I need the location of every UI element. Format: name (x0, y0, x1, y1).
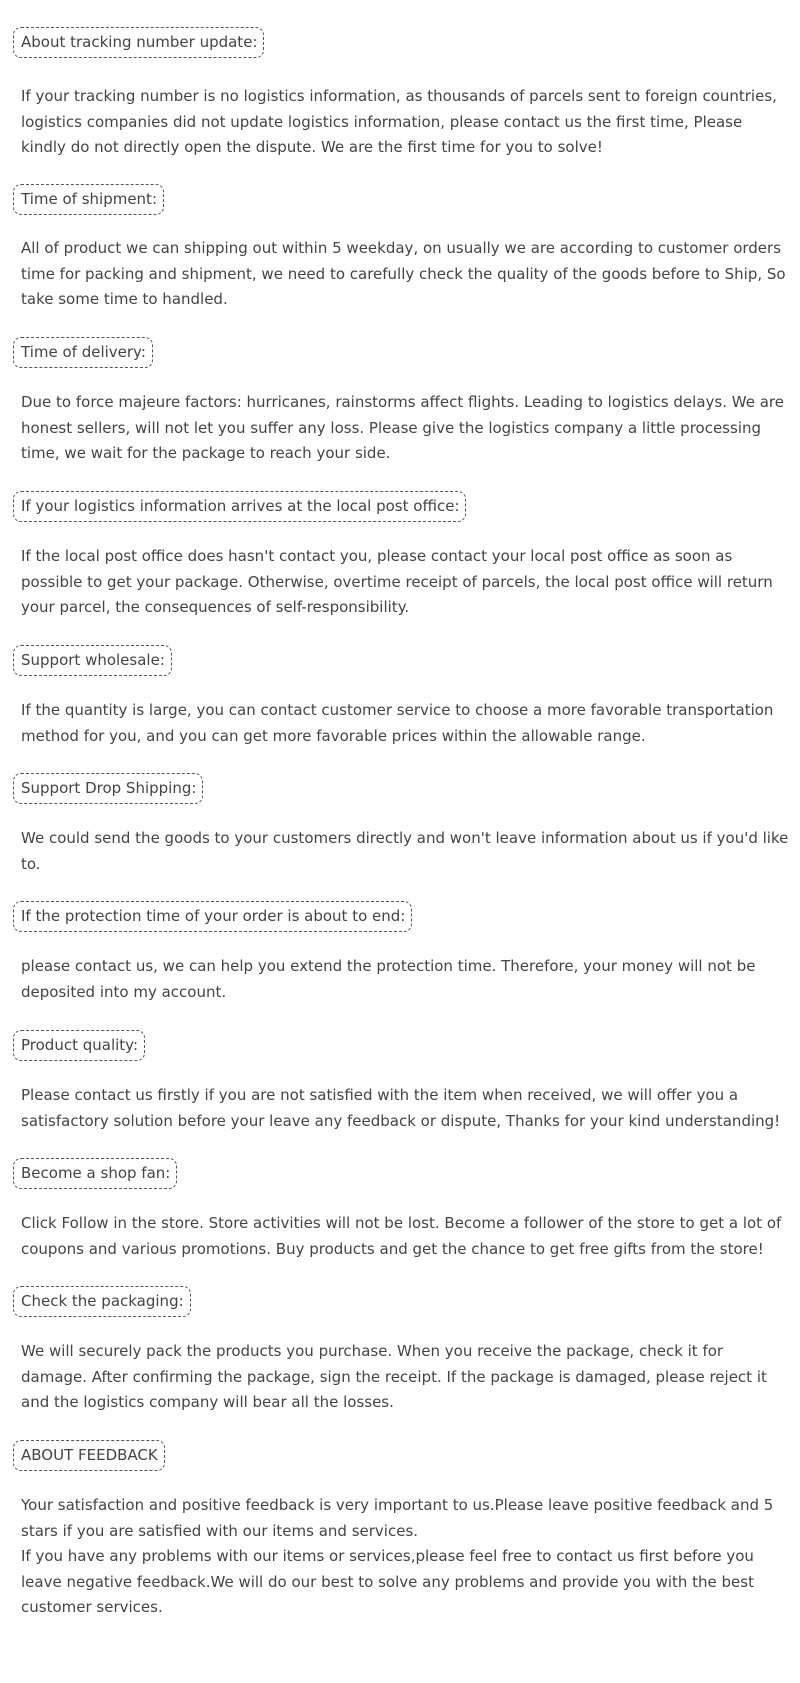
section-text-shop-fan (21, 1211, 791, 1262)
paragraph: If your tracking number is no logistics information, as thousands of parcels sent to foreign countries, logistics companies did not update logistics information, please contact us the first time, Please kindly do not directly open the dispute. We are the first time for you to solve! (21, 87, 777, 156)
section-heading-protection: If the protection time of your order is about to end: (13, 901, 412, 932)
paragraph: If the quantity is large, you can contact customer service to choose a more favorable transportation method for you, and you can get more favorable prices within the allowable range. (21, 701, 774, 745)
paragraph: If you have any problems with our items or services,please feel free to contact us first before you leave negative feedback.We will do our best to solve any problems and provide you with the best customer services. (21, 1547, 754, 1616)
section-text-quality (21, 1083, 791, 1134)
paragraph: Your satisfaction and positive feedback is very important to us.Please leave positive feedback and 5 stars if you are satisfied with our items and services. (21, 1496, 774, 1540)
section-heading-wholesale: Support wholesale: (13, 645, 172, 676)
paragraph: please contact us, we can help you extend the protection time. Therefore, your money will not be deposited into my account. (21, 957, 756, 1001)
section-heading-shipment: Time of shipment: (13, 184, 164, 215)
section-text-post-office (21, 544, 791, 621)
section-heading-post-office: If your logistics information arrives at the local post office: (13, 491, 466, 522)
section-heading-shop-fan: Become a shop fan: (13, 1158, 177, 1189)
section-text-drop-shipping (21, 826, 791, 877)
paragraph: Due to force majeure factors: hurricanes, rainstorms affect flights. Leading to logistics delays. We are honest sellers, will not let you suffer any loss. Please give the logistics company a little processing time, we wait for the package to reach your side. (21, 393, 784, 462)
section-heading-feedback: ABOUT FEEDBACK (13, 1440, 165, 1471)
section-heading-drop-shipping: Support Drop Shipping: (13, 773, 203, 804)
section-text-delivery (21, 390, 791, 467)
section-heading-tracking: About tracking number update: (13, 27, 264, 58)
paragraph: All of product we can shipping out within 5 weekday, on usually we are according to customer orders time for packing and shipment, we need to carefully check the quality of the goods before to Ship, So take some time to handled. (21, 239, 786, 308)
section-heading-packaging: Check the packaging: (13, 1286, 191, 1317)
section-text-packaging (21, 1339, 791, 1416)
section-text-protection (21, 954, 791, 1005)
section-heading-delivery: Time of delivery: (13, 337, 153, 368)
paragraph: We could send the goods to your customers directly and won't leave information about us if you'd like to. (21, 829, 789, 873)
section-text-shipment (21, 236, 791, 313)
section-heading-quality: Product quality: (13, 1030, 145, 1061)
section-text-feedback (21, 1493, 791, 1621)
section-text-wholesale (21, 698, 791, 749)
paragraph: If the local post office does hasn't contact you, please contact your local post office as soon as possible to get your package. Otherwise, overtime receipt of parcels, the local post office will return your parcel, the consequences of self-responsibility. (21, 547, 773, 616)
section-text-tracking (21, 84, 791, 161)
paragraph: Please contact us firstly if you are not satisfied with the item when received, we will offer you a satisfactory solution before your leave any feedback or dispute, Thanks for your kind understanding! (21, 1086, 781, 1130)
paragraph: We will securely pack the products you purchase. When you receive the package, check it for damage. After confirming the package, sign the receipt. If the package is damaged, please reject it and the logistics company will bear all the losses. (21, 1342, 767, 1411)
paragraph: Click Follow in the store. Store activities will not be lost. Become a follower of the store to get a lot of coupons and various promotions. Buy products and get the chance to get free gifts from the store! (21, 1214, 782, 1258)
